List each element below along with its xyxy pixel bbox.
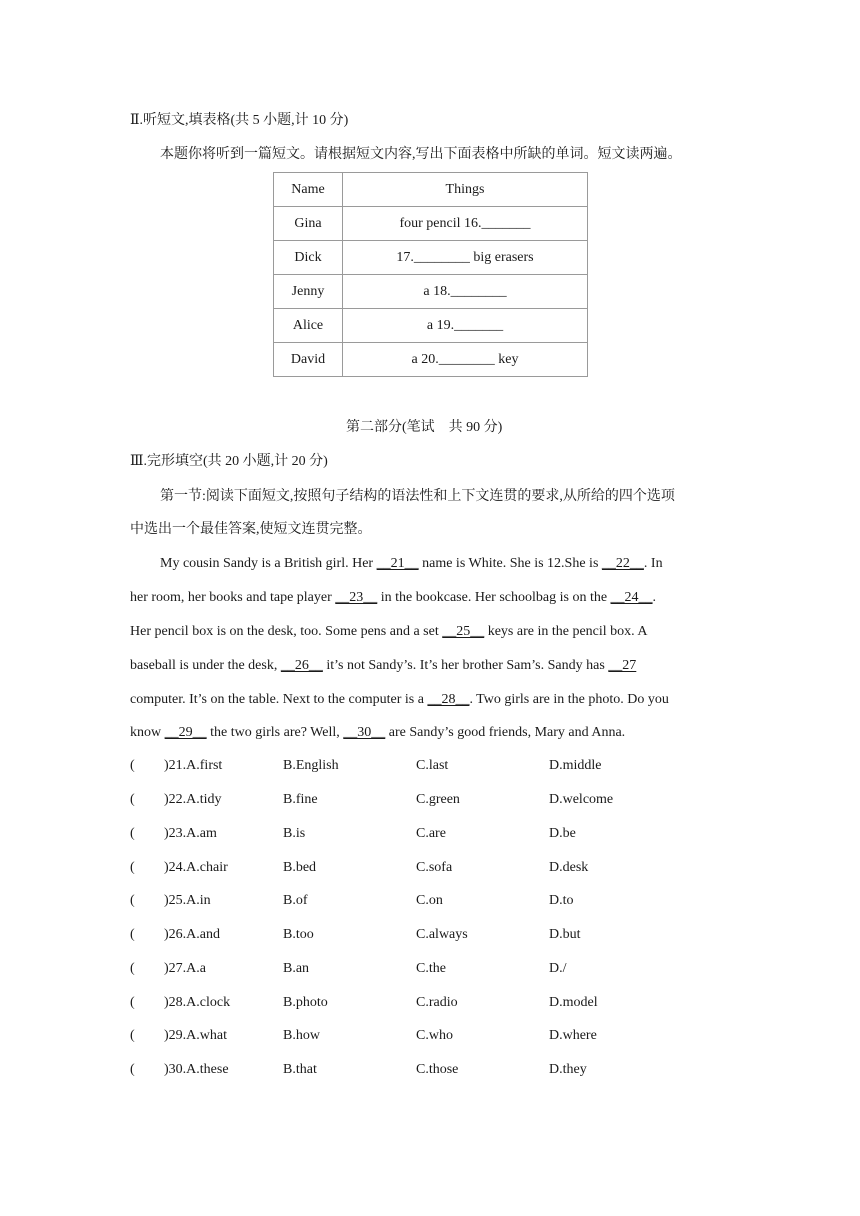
passage-line: Her pencil box is on the desk, too. Some pens and a set __25__ keys are in the pencil box. A xyxy=(130,622,730,642)
blank-21: __21__ xyxy=(376,556,419,571)
answer-bracket: ( xyxy=(130,893,135,908)
things-table xyxy=(273,172,588,377)
answer-bracket: ( xyxy=(130,792,135,807)
option-b: B.that xyxy=(283,1062,317,1077)
answer-bracket: ( xyxy=(130,1028,135,1043)
option-c: C.always xyxy=(416,927,468,942)
table-row xyxy=(274,309,588,343)
table-header-things: Things xyxy=(343,173,588,207)
table-cell-name: Gina xyxy=(274,207,343,241)
option-b: B.of xyxy=(283,893,308,908)
option-c: C.radio xyxy=(416,995,458,1010)
option-d: D.model xyxy=(549,995,598,1010)
option-b: B.too xyxy=(283,927,314,942)
option-d: D.where xyxy=(549,1028,597,1043)
answer-bracket: ( xyxy=(130,961,135,976)
option-b: B.photo xyxy=(283,995,328,1010)
option-c: C.sofa xyxy=(416,860,453,875)
passage-line: her room, her books and tape player __23__ in the bookcase. Her schoolbag is on the __24__. xyxy=(130,588,730,608)
option-c: C.who xyxy=(416,1028,453,1043)
table-cell-name: David xyxy=(274,343,343,377)
option-a: )26.A.and xyxy=(164,927,220,942)
answer-bracket: ( xyxy=(130,995,135,1010)
option-a: )24.A.chair xyxy=(164,860,228,875)
option-d: D.to xyxy=(549,893,574,908)
option-b: B.an xyxy=(283,961,310,976)
blank-23: __23__ xyxy=(335,590,378,605)
passage-line: know __29__ the two girls are? Well, __30__ are Sandy’s good friends, Mary and Anna. xyxy=(130,723,730,743)
option-a: )27.A.a xyxy=(164,961,206,976)
option-a: )22.A.tidy xyxy=(164,792,222,807)
table-row xyxy=(274,275,588,309)
option-a: )29.A.what xyxy=(164,1028,227,1043)
table-row xyxy=(274,241,588,275)
option-d: D.desk xyxy=(549,860,589,875)
answer-bracket: ( xyxy=(130,826,135,841)
table-cell-things: a 18.________ xyxy=(343,275,588,309)
table-header-name: Name xyxy=(274,173,343,207)
section3-heading: Ⅲ.完形填空(共 20 小题,计 20 分) xyxy=(130,454,328,469)
section3-instruction-line1: 第一节:阅读下面短文,按照句子结构的语法性和上下文连贯的要求,从所给的四个选项 xyxy=(160,489,675,504)
option-c: C.the xyxy=(416,961,446,976)
blank-27: __27 xyxy=(608,658,637,673)
answer-bracket: ( xyxy=(130,758,135,773)
answer-bracket: ( xyxy=(130,860,135,875)
option-c: C.last xyxy=(416,758,449,773)
option-b: B.how xyxy=(283,1028,320,1043)
part2-title: 第二部分(笔试 共 90 分) xyxy=(346,420,503,435)
option-d: D.welcome xyxy=(549,792,614,807)
option-d: D.they xyxy=(549,1062,587,1077)
option-c: C.those xyxy=(416,1062,459,1077)
passage-line: My cousin Sandy is a British girl. Her __21__ name is White. She is 12.She is __22__. In xyxy=(160,554,730,574)
option-b: B.English xyxy=(283,758,339,773)
blank-28: __28__ xyxy=(427,692,470,707)
table-cell-things: a 20.________ key xyxy=(343,343,588,377)
answer-bracket: ( xyxy=(130,1062,135,1077)
blank-29: __29__ xyxy=(164,725,207,740)
blank-25: __25__ xyxy=(442,624,485,639)
option-d: D.but xyxy=(549,927,581,942)
blank-26: __26__ xyxy=(280,658,323,673)
table-cell-name: Jenny xyxy=(274,275,343,309)
option-a: )23.A.am xyxy=(164,826,217,841)
option-a: )30.A.these xyxy=(164,1062,229,1077)
option-d: D.middle xyxy=(549,758,602,773)
option-c: C.green xyxy=(416,792,460,807)
table-header-row xyxy=(274,173,588,207)
blank-24: __24__ xyxy=(610,590,653,605)
passage-line: computer. It’s on the table. Next to the computer is a __28__. Two girls are in the photo. Do you xyxy=(130,690,730,710)
table-cell-things: a 19._______ xyxy=(343,309,588,343)
blank-30: __30__ xyxy=(343,725,386,740)
option-b: B.fine xyxy=(283,792,318,807)
table-cell-things: 17.________ big erasers xyxy=(343,241,588,275)
section2-instruction: 本题你将听到一篇短文。请根据短文内容,写出下面表格中所缺的单词。短文读两遍。 xyxy=(160,147,682,162)
option-b: B.bed xyxy=(283,860,317,875)
option-d: D.be xyxy=(549,826,576,841)
option-a: )28.A.clock xyxy=(164,995,231,1010)
table-cell-name: Dick xyxy=(274,241,343,275)
answer-bracket: ( xyxy=(130,927,135,942)
table-row xyxy=(274,343,588,377)
section2-heading: Ⅱ.听短文,填表格(共 5 小题,计 10 分) xyxy=(130,113,349,128)
option-c: C.are xyxy=(416,826,446,841)
option-a: )21.A.first xyxy=(164,758,223,773)
table-cell-name: Alice xyxy=(274,309,343,343)
blank-22: __22__ xyxy=(601,556,644,571)
option-a: )25.A.in xyxy=(164,893,211,908)
passage-line: baseball is under the desk, __26__ it’s not Sandy’s. It’s her brother Sam’s. Sandy has __27 xyxy=(130,656,730,676)
option-c: C.on xyxy=(416,893,443,908)
section3-instruction-line2: 中选出一个最佳答案,使短文连贯完整。 xyxy=(130,522,372,537)
table-cell-things: four pencil 16._______ xyxy=(343,207,588,241)
option-d: D./ xyxy=(549,961,567,976)
table-row xyxy=(274,207,588,241)
option-b: B.is xyxy=(283,826,306,841)
